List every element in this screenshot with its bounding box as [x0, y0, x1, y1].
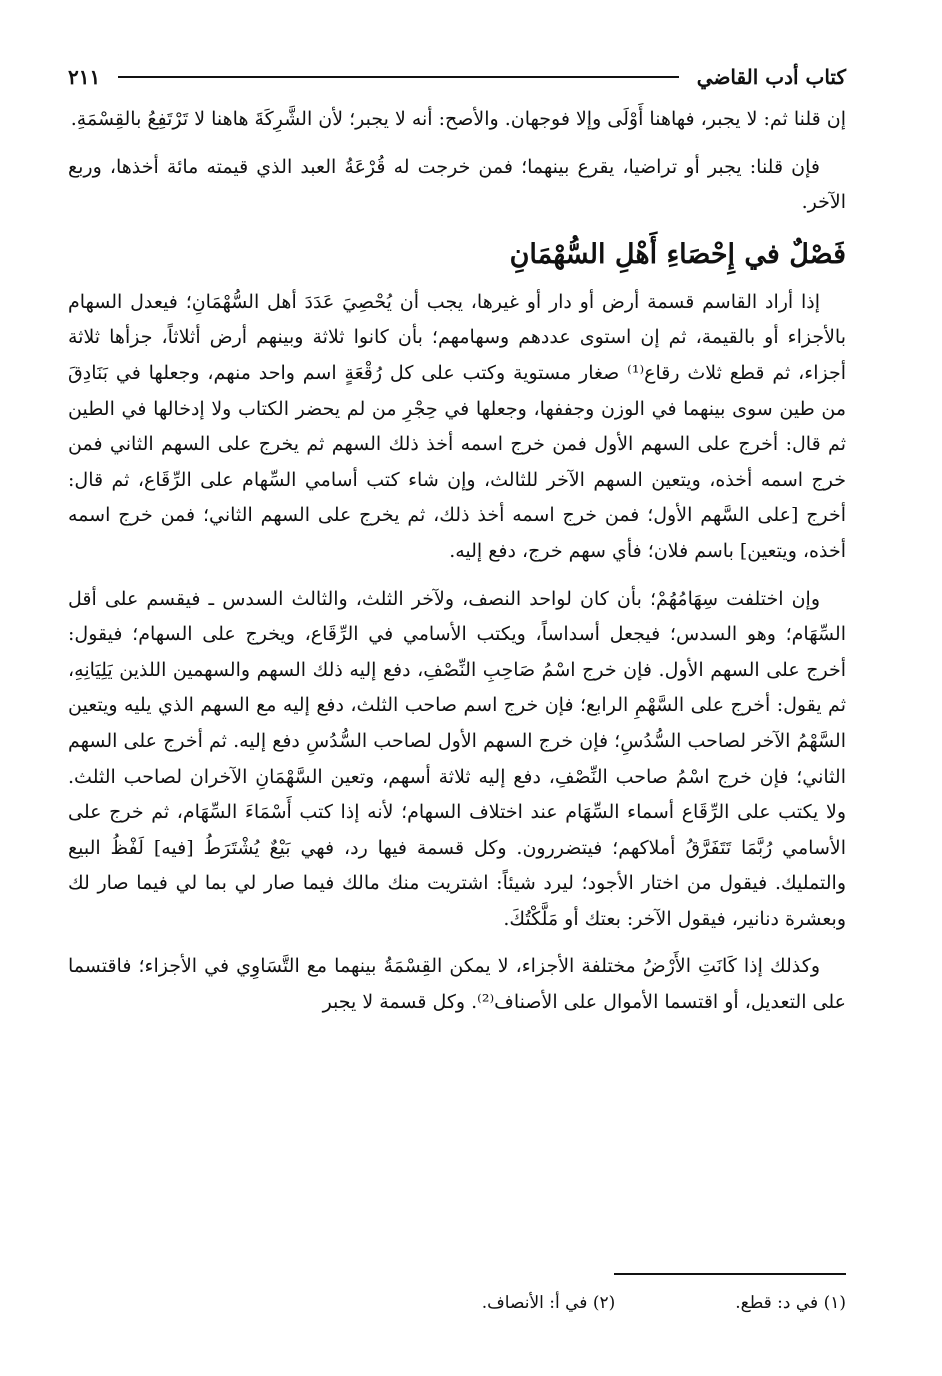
page-header — [68, 58, 846, 96]
footnote-1: (١) في د: قطع. — [735, 1293, 846, 1313]
chapter-title: فَصْلٌ في إِحْصَاءِ أَهْلِ السُّهْمَانِ — [509, 238, 846, 270]
footnotes — [68, 1290, 846, 1316]
book-page — [68, 58, 846, 1313]
paragraph-3: إذا أراد القاسم قسمة أرض أو دار أو غيرها، يجب أن يُحْصِيَ عَدَدَ أهل السُّهْمَانِ؛ فيعدل السهام بالأجزاء أو بالقيمة، ثم إن استوى عددهم وسهامهم؛ بأن كانوا ثلاثة وبينهم أرض أثلاثاً، جزأها ثلاثة أجزاء، ثم قطع ثلاث رقاع⁽¹⁾ صغار مستوية وكتب على كل رُقْعَةٍ اسم واحد منهم، وجعلها في بَنَادِقَ من طين سوى بينهما في الوزن وجففها، وجعلها في حِجْرِ من لم يحضر الكتاب ولا إدخالها في الطين ثم قال: أخرج على السهم الأول فمن خرج اسمه أخذ ذلك السهم ثم يخرج على السهم الثاني فمن خرج اسمه أخذه، ويتعين السهم الآخر للثالث، وإن شاء كتب أسامي السِّهام على الرِّقَاع، ثم قال: أخرج [على السَّهم الأول؛ فمن خرج اسمه أخذ ذلك، ثم يخرج على السهم الثاني؛ فمن خرج اسمه أخذه، ويتعين] باسم فلان؛ فأي سهم خرج، دفع إليه. — [68, 290, 846, 562]
running-title: كتاب أدب القاضي — [696, 65, 846, 89]
paragraph-2: فإن قلنا: يجبر أو تراضيا، يقرع بينهما؛ فمن خرجت له قُرْعَةُ العبد الذي قيمته مائة أخذها، وربع الآخر. — [68, 155, 846, 214]
header-rule — [118, 76, 679, 78]
page-number: ٢١١ — [68, 65, 101, 89]
footnote-2: (٢) في أ: الأنصاف. — [481, 1293, 616, 1313]
footnote-separator — [614, 1273, 846, 1275]
paragraph-4: وإن اختلفت سِهَامُهُمْ؛ بأن كان لواحد النصف، ولآخر الثلث، والثالث السدس ـ فيقسم على أقل السِّهَام؛ وهو السدس؛ فيجعل أسداساً، ويكتب الأسامي في الرِّقَاع، ويخرج على السهام؛ فيقول: أخرج على السهم الأول. فإن خرج اسْمُ صَاحِبِ النِّصْفِ، دفع إليه ذلك السهم والسهمين اللذين يَلِيَانِهِ، ثم يقول: أخرج على السَّهْمِ الرابع؛ فإن خرج اسم صاحب الثلث، دفع إليه مع السهم الذي يليه ويتعين السَّهْمُ الآخر لصاحب السُّدُسِ؛ فإن خرج السهم الأول لصاحب السُّدُسِ دفع إليه. ثم أخرج على السهم الثاني؛ فإن خرج اسْمُ صاحب النِّصْفِ، دفع إليه ثلاثة أسهم، وتعين السَّهْمَانِ الآخران لصاحب الثلث. ولا يكتب على الرِّقَاع أسماء السِّهَام عند اختلاف السهام؛ لأنه إذا كتب أَسْمَاءَ السِّهَام، ثم خرج على الأسامي رُبَّمَا تَتَفَرَّقُ أملاكهم؛ فيتضررون. وكل قسمة فيها رد، فهي بَيْعٌ يُشْتَرَطُ [فيه] لَفْظُ البيع والتمليك. فيقول من اختار الأجود؛ ليرد شيئاً: اشتريت منك مالك فيما صار لي بما لي فيما صار لك وبعشرة دنانير، فيقول الآخر: بعتك أو مَلَّكْتُكَ. — [68, 587, 846, 930]
paragraph-1: إن قلنا ثم: لا يجبر، فهاهنا أَوْلَى وإلا فوجهان. والأصح: أنه لا يجبر؛ لأن الشَّرِكَةَ هاهنا لا تَرْتَفِعُ بالقِسْمَةِ. — [70, 108, 846, 130]
paragraph-5: وكذلك إذا كَانَتِ الأَرْضُ مختلفة الأجزاء، لا يمكن القِسْمَةُ بينهما مع التَّسَاوِي في الأجزاء؛ فاقتسما على التعديل، أو اقتسما الأموال على الأصناف⁽²⁾. وكل قسمة لا يجبر — [68, 955, 846, 1014]
page-body — [68, 102, 846, 1021]
